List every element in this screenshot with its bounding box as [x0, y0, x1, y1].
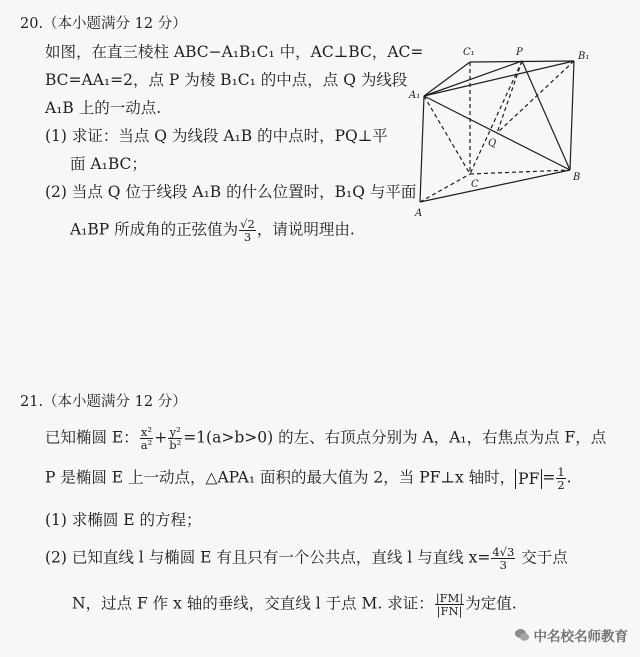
- ellipse-y-denominator: b²: [169, 438, 182, 452]
- q21-part-2-text-a: (2) 已知直线 l 与椭圆 E 有且只有一个公共点，直线 l 与直线 x=: [45, 548, 491, 567]
- pf-fraction: [556, 466, 565, 491]
- watermark: [514, 625, 629, 645]
- q21-line-1-text-a: 已知椭圆 E：: [45, 428, 139, 447]
- watermark-text: 中名校名师教育: [533, 629, 628, 645]
- q21-part-2-cont-text-a: N，过点 F 作 x 轴的垂线，交直线 l 于点 M. 求证：: [72, 594, 434, 613]
- segment-a1-p: [424, 61, 522, 96]
- q21-line-2: [45, 466, 572, 491]
- q21-part-2-cont: [72, 592, 517, 617]
- q20-sine-numerator: √2: [240, 217, 255, 231]
- q21-part-2-cont-text-b: 为定值.: [465, 594, 517, 613]
- pf-equals: =: [542, 468, 556, 487]
- q20-part-1-cont: 面 A₁BC；: [70, 155, 147, 173]
- label-a1: A₁: [409, 90, 421, 101]
- q20-part-2: (2) 当点 Q 位于线段 A₁B 的什么位置时，B₁Q 与平面: [45, 183, 417, 201]
- edge-b1-b: [570, 61, 574, 170]
- q21-header: 21.（本小题满分 12 分）: [20, 394, 187, 410]
- ellipse-plus: +: [154, 428, 168, 447]
- wechat-icon: [514, 627, 530, 643]
- ellipse-x-denominator: a²: [140, 438, 153, 452]
- pf-numerator: 1: [557, 465, 565, 479]
- ratio-denominator: |FN|: [436, 604, 463, 618]
- line-x-fraction: [491, 546, 515, 571]
- q20-line-3: A₁B 上的一动点.: [45, 99, 162, 117]
- q20-line-2: BC=AA₁=2，点 P 为棱 B₁C₁ 的中点，点 Q 为线段: [45, 71, 408, 89]
- label-c1: C₁: [463, 47, 475, 58]
- q21-part-2-text-b: 交于点: [516, 548, 568, 567]
- segment-p-b: [522, 61, 570, 170]
- edge-a-c: [420, 174, 470, 202]
- edge-a1-a: [420, 96, 424, 202]
- pf-abs: PF: [515, 469, 542, 489]
- label-b: B: [573, 172, 581, 183]
- q21-line-1-text-b: =1(a>b>0) 的左、右顶点分别为 A，A₁，右焦点为点 F，点: [183, 428, 607, 447]
- label-a: A: [415, 208, 423, 219]
- label-q: Q: [488, 138, 497, 149]
- segment-p-q: [497, 61, 522, 133]
- label-p: P: [516, 47, 523, 58]
- q20-sine-fraction: [239, 218, 256, 243]
- line-x-numerator: 4√3: [492, 545, 515, 559]
- ellipse-x-numerator: x²: [140, 425, 153, 439]
- ellipse-x-term: [140, 426, 153, 451]
- segment-p-c: [470, 61, 522, 174]
- q21-part-1: (1) 求椭圆 E 的方程；: [45, 511, 202, 529]
- q20-part-2-text-b: ，请说明理由.: [256, 220, 355, 239]
- q20-part-2-cont: [70, 218, 355, 243]
- q21-line-1: [45, 426, 606, 451]
- pf-denominator: 2: [557, 478, 565, 492]
- prism-diagram: [408, 40, 598, 230]
- q21-part-2: [45, 546, 568, 571]
- prism-figure: [408, 40, 598, 230]
- q20-header: 20.（本小题满分 12 分）: [20, 16, 187, 32]
- edge-a1-b1: [424, 61, 574, 96]
- ratio-numerator: |FM|: [435, 591, 464, 605]
- ellipse-y-term: [168, 426, 182, 451]
- label-c: C: [471, 179, 479, 190]
- edge-a-b: [420, 170, 570, 202]
- label-b1: B₁: [578, 51, 590, 62]
- ratio-fraction: [435, 592, 465, 617]
- q20-part-1: (1) 求证：当点 Q 为线段 A₁B 的中点时，PQ⊥平: [45, 127, 388, 145]
- segment-b1-q: [497, 61, 574, 133]
- q20-line-1: 如图，在直三棱柱 ABC−A₁B₁C₁ 中，AC⊥BC，AC=: [45, 43, 424, 61]
- ellipse-y-numerator: y²: [169, 425, 181, 439]
- q21-line-2-text-a: P 是椭圆 E 上一动点，△APA₁ 面积的最大值为 2，当 PF⊥x 轴时，: [45, 468, 516, 487]
- q21-line-2-text-b: .: [566, 468, 572, 487]
- q20-part-2-text-a: A₁BP 所成角的正弦值为: [70, 220, 239, 239]
- line-x-denominator: 3: [499, 558, 507, 572]
- q20-sine-denominator: 3: [243, 230, 252, 244]
